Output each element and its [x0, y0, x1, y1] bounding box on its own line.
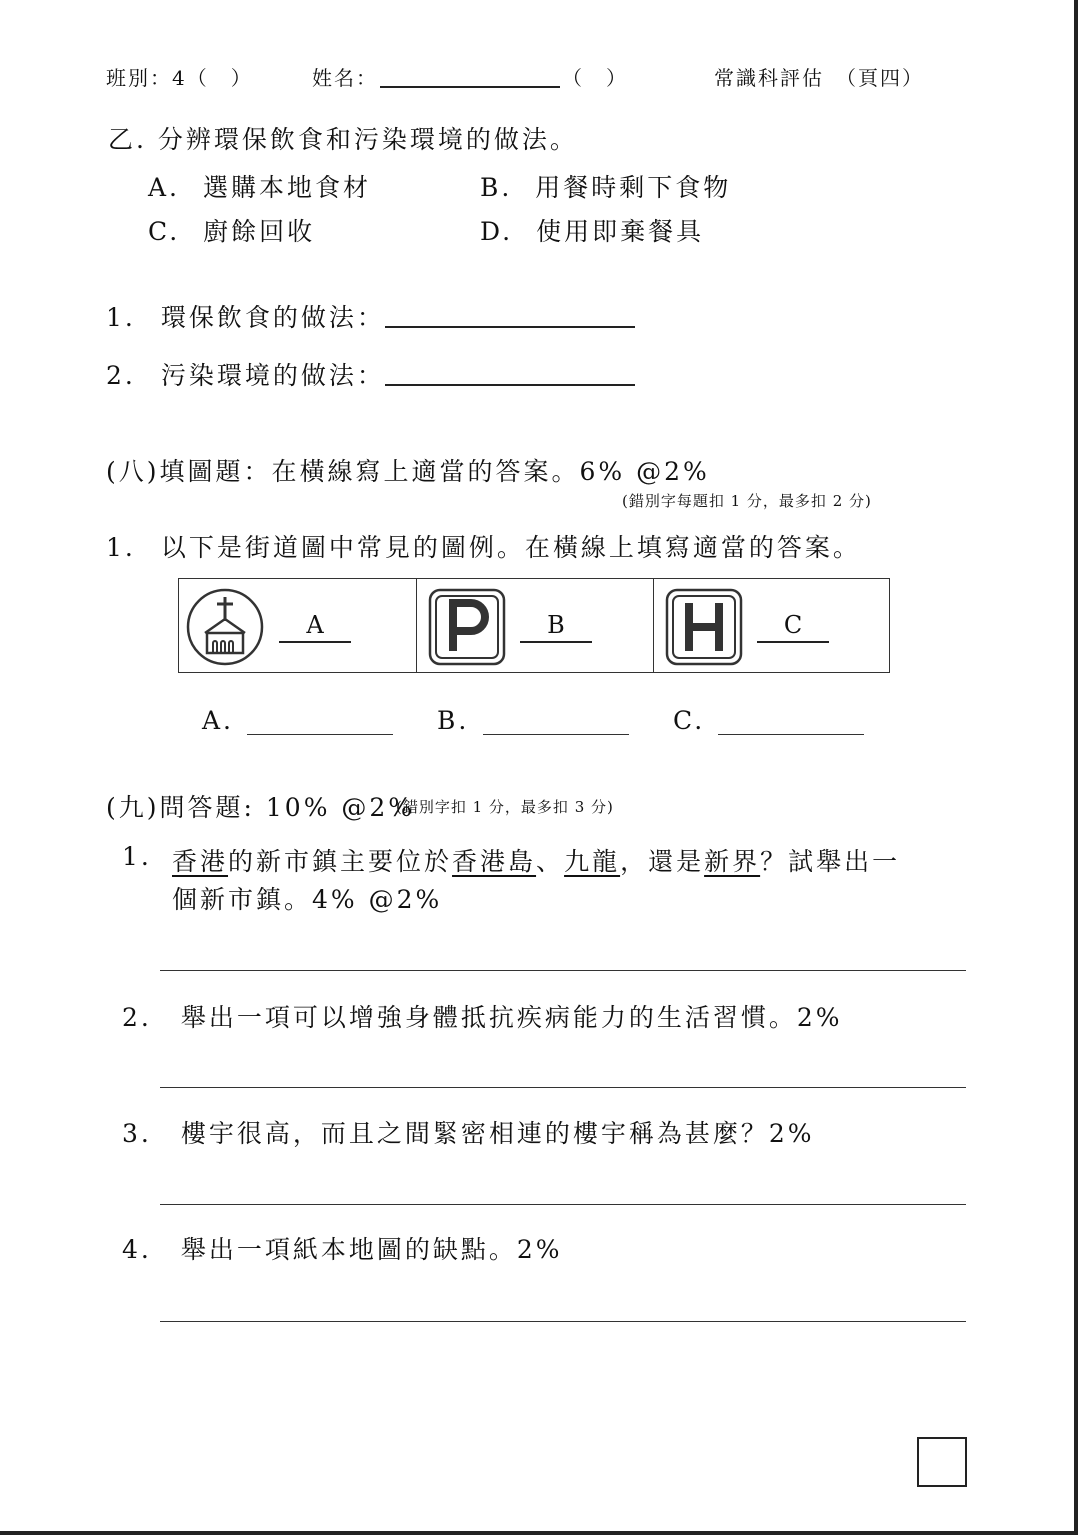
- option-letter: B.: [480, 173, 513, 202]
- section9-title: (九)問答題: 10% @2%: [106, 793, 416, 822]
- question-number: 3.: [122, 1119, 152, 1148]
- answer-blank-1[interactable]: [385, 326, 635, 328]
- name-label: 姓名：: [312, 66, 378, 90]
- question-text: ，還是: [620, 847, 705, 876]
- legend-blank-a: A: [279, 611, 351, 643]
- section9-q3: [122, 1114, 814, 1150]
- option-b: [480, 168, 731, 204]
- legend-blank-b: B: [520, 611, 592, 643]
- option-text: 選購本地食材: [202, 173, 371, 202]
- parking-icon: [427, 587, 507, 667]
- question-number: 1.: [106, 303, 136, 332]
- question-text: 以下是街道圖中常見的圖例。在橫線上填寫適當的答案。: [160, 533, 861, 562]
- question-text: ？試舉出一: [760, 847, 901, 876]
- term-kowloon: 九龍: [564, 847, 621, 876]
- yi-question-2: [106, 356, 385, 392]
- answer-line-q3[interactable]: [160, 1204, 966, 1205]
- question-number: 4.: [122, 1235, 152, 1264]
- name-number: （ ）: [562, 66, 628, 90]
- answer-line-b[interactable]: [483, 734, 629, 735]
- answer-label-a: A.: [202, 706, 235, 735]
- answer-line-c[interactable]: [718, 734, 864, 735]
- section9-q1-number: 1.: [122, 842, 152, 871]
- question-text: 的新市鎮主要位於: [228, 847, 453, 876]
- subject-page: 常識科評估 （頁四）: [714, 66, 924, 90]
- section9-q1-line1: [172, 842, 900, 878]
- question-number: 2.: [106, 361, 136, 390]
- name-blank[interactable]: [380, 86, 560, 88]
- part-yi-title: 乙. 分辨環保飲食和污染環境的做法。: [108, 125, 578, 154]
- option-c: [148, 212, 315, 248]
- yi-question-1: [106, 298, 385, 334]
- section9-note: (錯別字扣 1 分，最多扣 3 分): [396, 798, 614, 816]
- option-text: 廚餘回收: [203, 217, 316, 246]
- section9-q2: [122, 998, 842, 1034]
- term-new-territories: 新界: [704, 847, 761, 876]
- option-letter: D.: [480, 217, 514, 246]
- option-text: 使用即棄餐具: [536, 217, 705, 246]
- question-number: 1.: [106, 533, 136, 562]
- term-hong-kong: 香港: [172, 847, 229, 876]
- church-icon: [185, 587, 265, 667]
- legend-table: [178, 578, 890, 673]
- section9-q1-line2: 個新市鎮。4% @2%: [172, 885, 443, 914]
- question-number: 2.: [122, 1003, 152, 1032]
- question-text: 環保飲食的做法：: [160, 303, 385, 332]
- section9-q4: [122, 1230, 562, 1266]
- hospital-icon: [664, 587, 744, 667]
- question-text: 舉出一項可以增強身體抵抗疾病能力的生活習慣。2%: [180, 1003, 843, 1032]
- answer-line-q1[interactable]: [160, 970, 966, 971]
- answer-line-q2[interactable]: [160, 1087, 966, 1088]
- score-box[interactable]: [917, 1437, 967, 1487]
- legend-cell-a: [179, 579, 416, 672]
- section8-note: (錯別字每題扣 1 分，最多扣 2 分): [622, 492, 872, 510]
- legend-cell-c: [653, 579, 890, 672]
- option-letter: A.: [148, 173, 181, 202]
- option-letter: C.: [148, 217, 181, 246]
- option-d: [480, 212, 704, 248]
- option-text: 用餐時剩下食物: [535, 173, 732, 202]
- question-text: 舉出一項紙本地圖的缺點。2%: [180, 1235, 563, 1264]
- answer-line-a[interactable]: [247, 734, 393, 735]
- legend-blank-c: C: [757, 611, 829, 643]
- legend-cell-b: [416, 579, 654, 672]
- option-a: [148, 168, 371, 204]
- answer-line-q4[interactable]: [160, 1321, 966, 1322]
- section8-title: (八)填圖題：在橫線寫上適當的答案。6% @2%: [106, 457, 710, 486]
- class-label: 班別：4（ ）: [106, 66, 253, 90]
- question-text: 污染環境的做法：: [160, 361, 385, 390]
- answer-blank-2[interactable]: [385, 384, 635, 386]
- question-text: 、: [536, 847, 565, 876]
- answer-label-b: B.: [437, 706, 470, 735]
- question-text: 樓宇很高，而且之間緊密相連的樓宇稱為甚麼？2%: [180, 1119, 815, 1148]
- section8-question-1: [106, 528, 861, 564]
- term-hk-island: 香港島: [452, 847, 537, 876]
- answer-label-c: C.: [673, 706, 706, 735]
